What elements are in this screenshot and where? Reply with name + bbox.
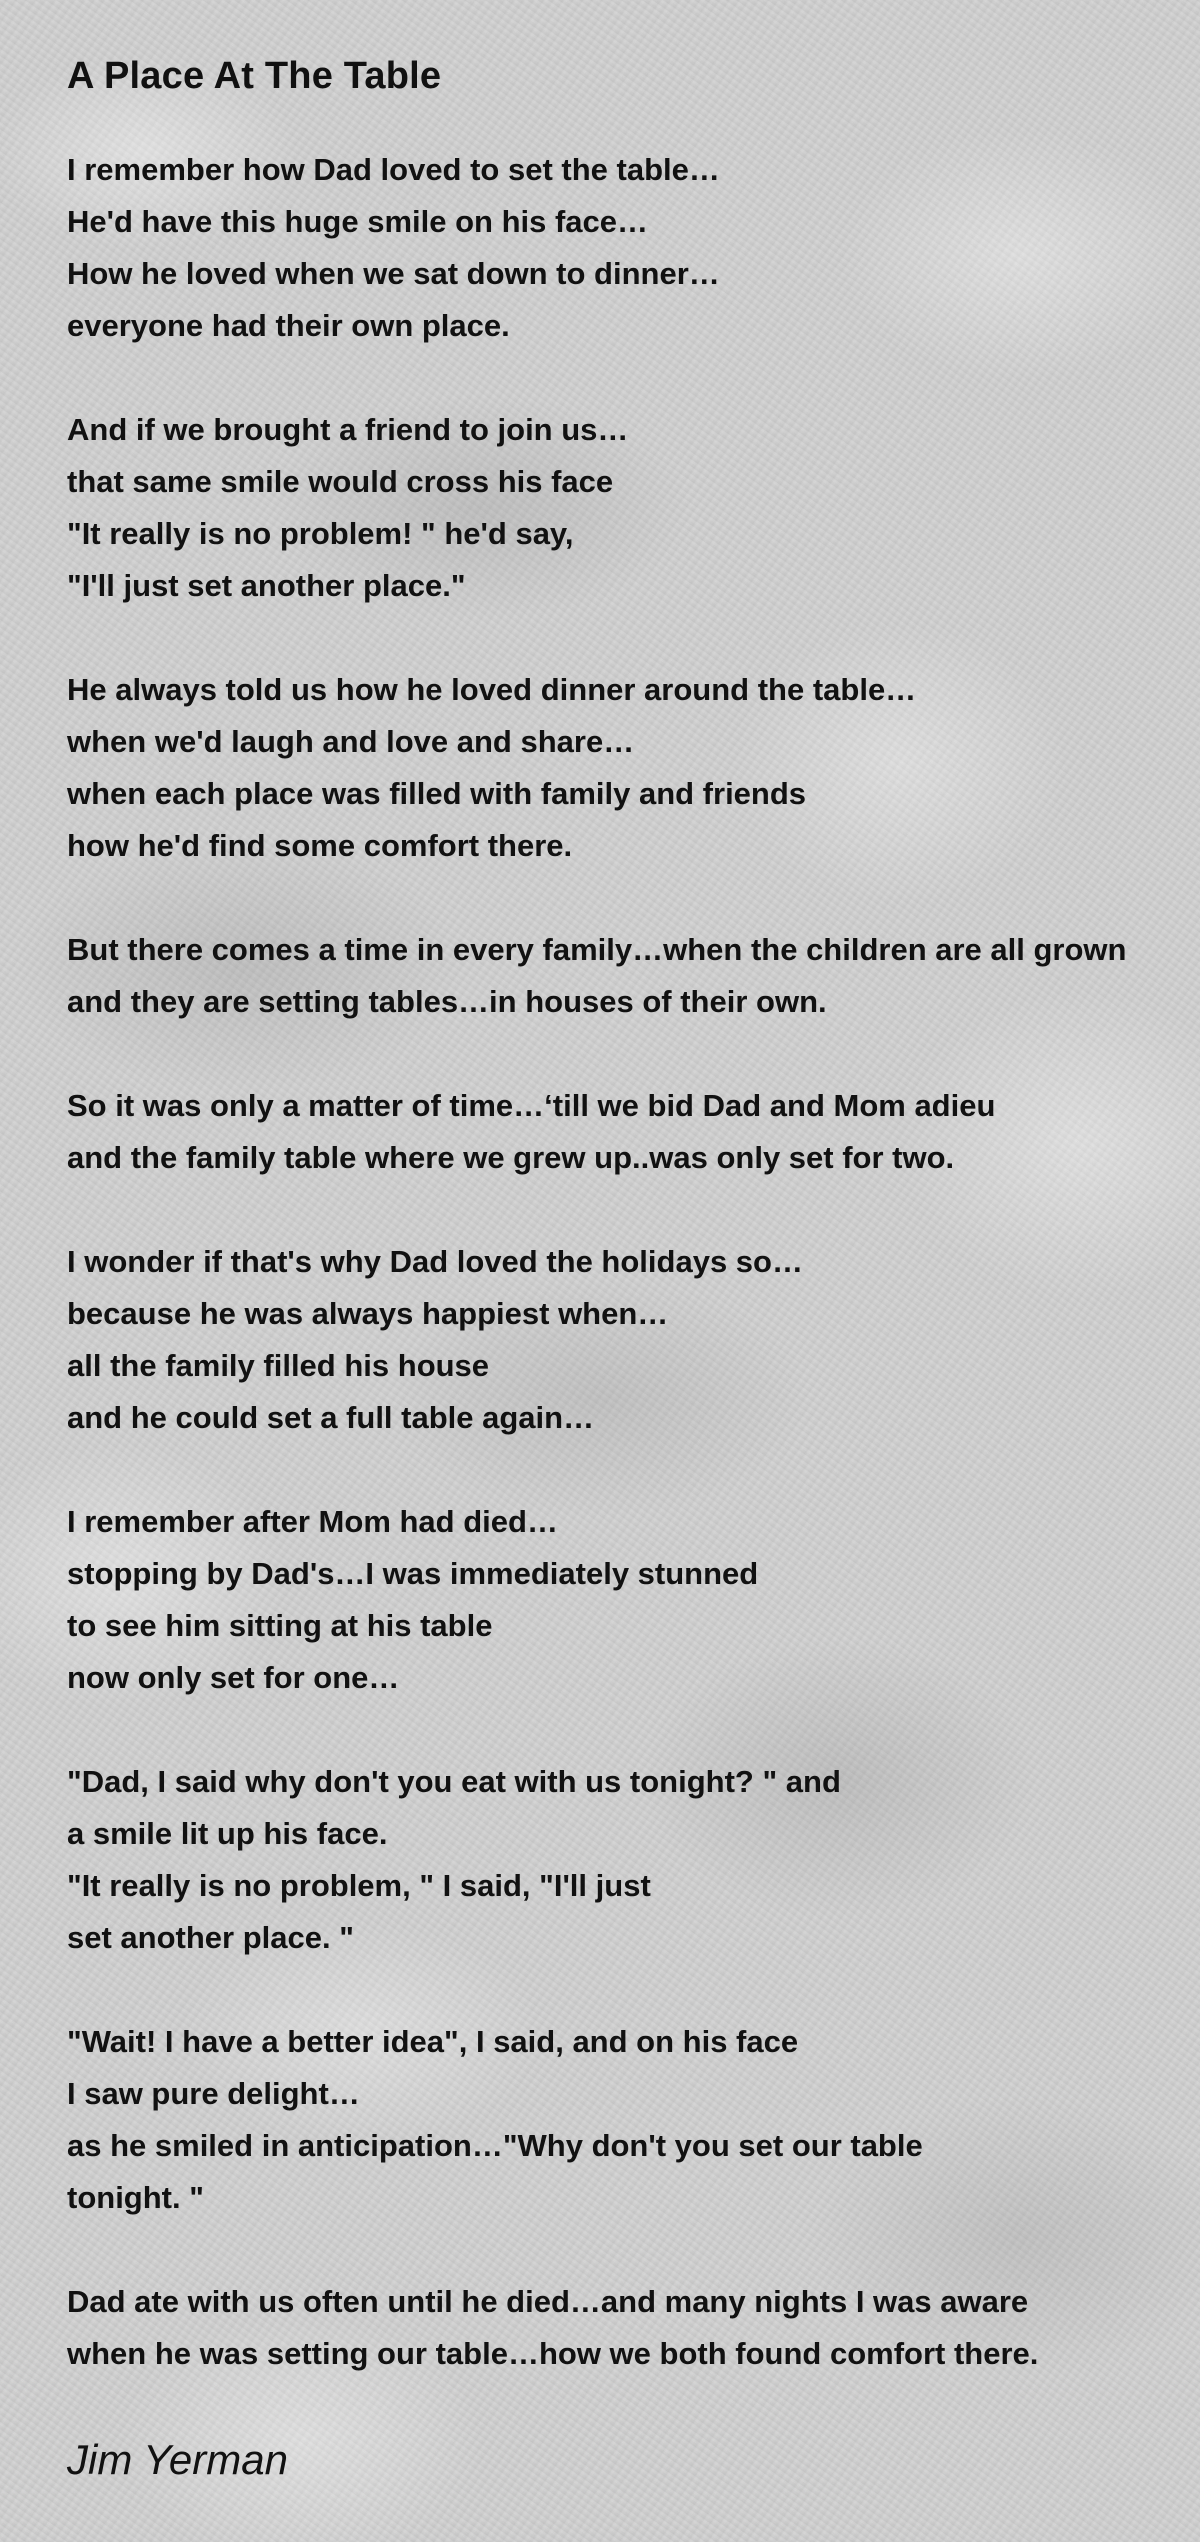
poem-line: when we'd laugh and love and share… [67,724,635,759]
poem-line: I wonder if that's why Dad loved the holidays so… [67,1244,803,1279]
poem-line: How he loved when we sat down to dinner… [67,256,720,291]
poem-line: And if we brought a friend to join us… [67,412,629,447]
poem-title: A Place At The Table [67,55,442,97]
poem-line: "It really is no problem, " I said, "I'll just [67,1868,651,1903]
stanza [67,404,1187,612]
poem-line: "Wait! I have a better idea", I said, and on his face [67,2024,799,2059]
stanza [67,1756,1187,1964]
poem-line: to see him sitting at his table [67,1608,493,1643]
poem-line: He'd have this huge smile on his face… [67,204,649,239]
stanza [67,1236,1187,1444]
poem-line: Dad ate with us often until he died…and many nights I was aware [67,2284,1029,2319]
poem-line: I remember after Mom had died… [67,1504,558,1539]
poem-line: So it was only a matter of time…‘till we bid Dad and Mom adieu [67,1088,996,1123]
poem-line: stopping by Dad's…I was immediately stunned [67,1556,759,1591]
poem-line: when each place was filled with family and friends [67,776,807,811]
poem-line: "It really is no problem! " he'd say, [67,516,574,551]
stanza [67,1080,1187,1184]
poem-line: "I'll just set another place." [67,568,466,603]
poem-line: I saw pure delight… [67,2076,360,2111]
poem-line: when he was setting our table…how we both found comfort there. [67,2336,1039,2371]
stanza [67,144,1187,352]
poem-line: I remember how Dad loved to set the table… [67,152,720,187]
poem-line: as he smiled in anticipation…"Why don't you set our table [67,2128,923,2163]
poem-line: how he'd find some comfort there. [67,828,573,863]
poem-line: that same smile would cross his face [67,464,614,499]
poem-line: now only set for one… [67,1660,400,1695]
poem-line: and the family table where we grew up..was only set for two. [67,1140,955,1175]
poem-line: a smile lit up his face. [67,1816,388,1851]
stanza [67,1496,1187,1704]
stanza [67,2276,1187,2380]
poem-line: everyone had their own place. [67,308,510,343]
poem-line: tonight. " [67,2180,204,2215]
poem-line: all the family filled his house [67,1348,490,1383]
stanza [67,2016,1187,2224]
poem-line: set another place. " [67,1920,354,1955]
poem-container [67,48,1187,2488]
poem-line: and he could set a full table again… [67,1400,595,1435]
poem-line: because he was always happiest when… [67,1296,669,1331]
poem-line: "Dad, I said why don't you eat with us tonight? " and [67,1764,841,1799]
stanza [67,924,1187,1028]
poem-author: Jim Yerman [67,2436,288,2483]
stanza [67,664,1187,872]
poem-line: and they are setting tables…in houses of their own. [67,984,827,1019]
poem-line: But there comes a time in every family…when the children are all grown [67,932,1127,967]
poem-line: He always told us how he loved dinner around the table… [67,672,917,707]
